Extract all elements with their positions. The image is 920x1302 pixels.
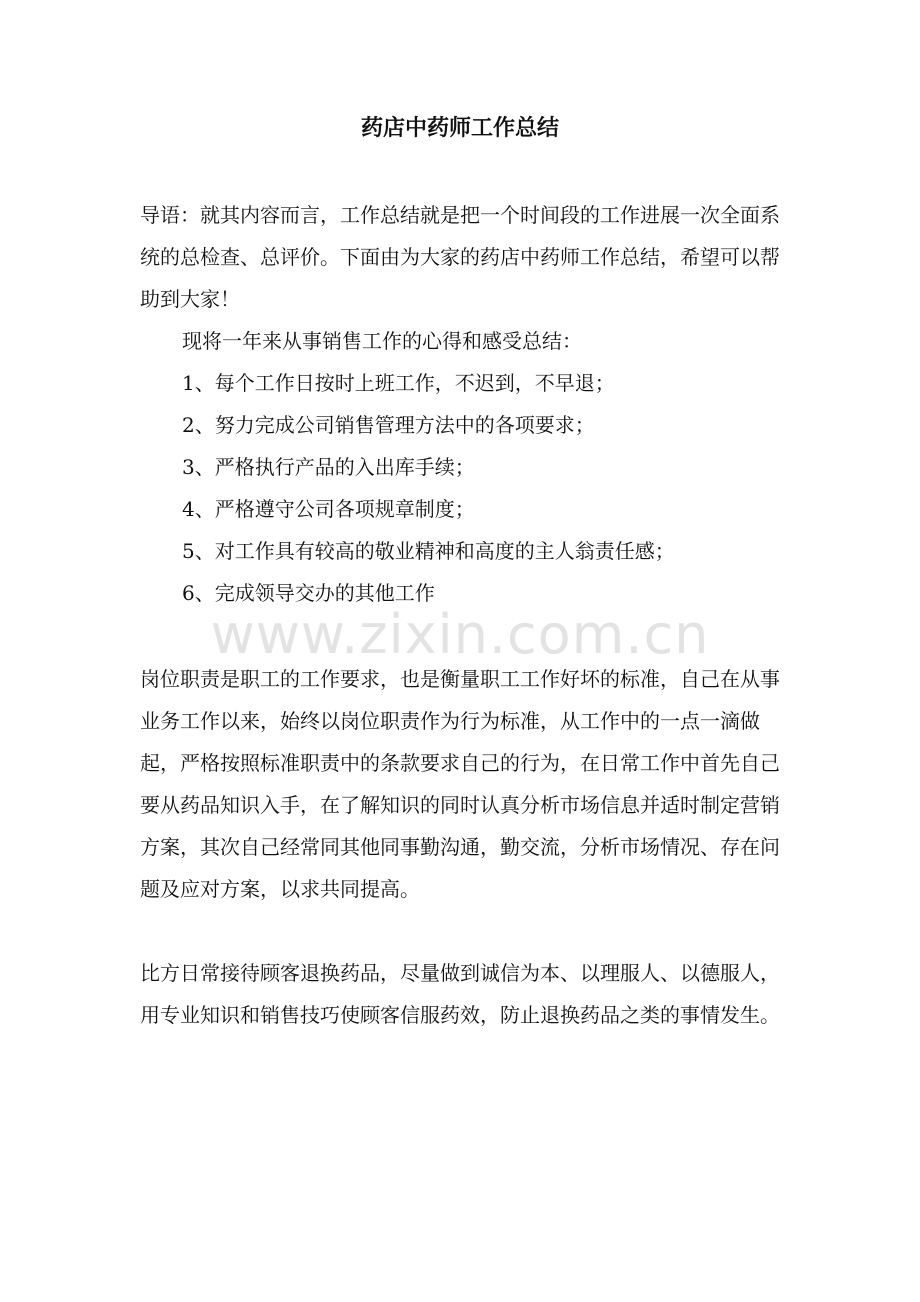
lead-line: 现将一年来从事销售工作的心得和感受总结：: [182, 329, 582, 353]
list-item: 3、严格执行产品的入出库手续；: [182, 455, 475, 479]
list-item: 4、严格遵守公司各项规章制度；: [182, 497, 475, 521]
list-item: 2、努力完成公司销售管理方法中的各项要求；: [182, 413, 595, 437]
watermark: www.zixin.com.cn: [210, 603, 710, 666]
list-item: 6、完成领导交办的其他工作: [182, 581, 435, 605]
document-title: 药店中药师工作总结: [360, 115, 559, 141]
customer-service-paragraph: 比方日常接待顾客退换药品，尽量做到诚信为本、以理服人、以德服人，用专业知识和销售技巧使顾客信服药效，防止退换药品之类的事情发生。: [140, 961, 780, 1027]
intro-paragraph: 导语：就其内容而言，工作总结就是把一个时间段的工作进展一次全面系统的总检查、总评价。下面由为大家的药店中药师工作总结，希望可以帮助到大家！: [140, 203, 780, 311]
list-item: 5、对工作具有较高的敬业精神和高度的主人翁责任感；: [182, 539, 675, 563]
job-duty-paragraph: 岗位职责是职工的工作要求，也是衡量职工工作好坏的标准，自己在从事业务工作以来，始终以岗位职责作为行为标准，从工作中的一点一滴做起，严格按照标准职责中的条款要求自己的行为，在日常工作中首先自己要从药品知识入手，在了解知识的同时认真分析市场信息并适时制定营销方案，其次自己经常同其他同事勤沟通，勤交流，分析市场情况、存在问题及应对方案，以求共同提高。: [140, 667, 780, 901]
list-item: 1、每个工作日按时上班工作，不迟到，不早退；: [182, 371, 615, 395]
